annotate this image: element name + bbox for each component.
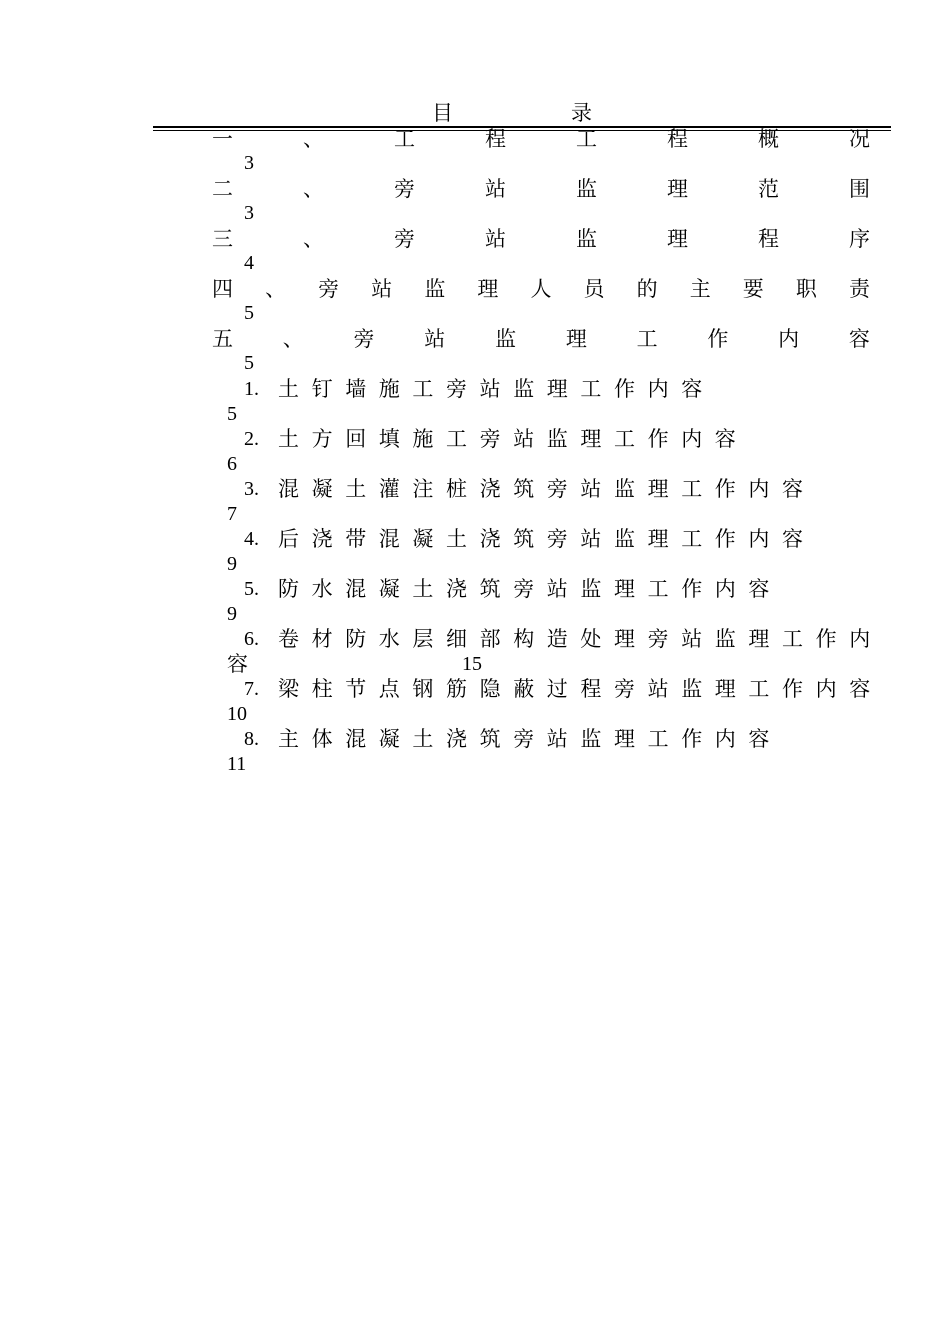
toc-subentry-char: 处 [580, 627, 602, 651]
toc-entry-char: 、 [303, 177, 324, 201]
toc-subentry-char: 隐 [479, 677, 501, 701]
toc-subentry-page-number: 7 [227, 503, 237, 525]
toc-entry-char: 理 [477, 277, 499, 301]
toc-subentry-char: 容 [748, 577, 770, 601]
toc-subentry-char: 作 [815, 627, 837, 651]
toc-subentry-char: 理 [614, 727, 635, 751]
toc-subentry-char: 造 [546, 627, 568, 651]
toc-subentry-number: 6. [244, 628, 259, 650]
toc-subentry-number: 3. [244, 478, 259, 500]
toc-subentry-page-number: 11 [227, 753, 247, 775]
toc-subentry-char: 柱 [311, 677, 333, 701]
toc-subentry-char: 作 [681, 727, 703, 751]
toc-subentry-char: 站 [580, 477, 602, 501]
toc-subentry-char: 工 [748, 677, 770, 701]
toc-subentry-char: 凝 [311, 477, 333, 501]
toc-entry-char: 站 [485, 227, 506, 251]
toc-subentry-char: 理 [546, 377, 568, 401]
toc-entry-page-number: 5 [244, 302, 254, 324]
toc-subentry-char: 站 [580, 527, 602, 551]
toc-subentry-number: 4. [244, 528, 259, 550]
toc-subentry-char: 内 [647, 377, 669, 401]
toc-subentry-char: 内 [815, 677, 837, 701]
toc-entry-char: 容 [848, 327, 870, 351]
toc-entry-char: 五 [212, 327, 233, 351]
toc-entry-char: 站 [424, 327, 446, 351]
toc-entry-char: 工 [636, 327, 658, 351]
toc-subentry-char: 理 [580, 427, 602, 451]
toc-subentry-page-number: 6 [227, 453, 237, 475]
toc-entry-char: 、 [303, 227, 324, 251]
toc-entry-char: 监 [424, 277, 446, 301]
toc-subentry-char: 内 [748, 477, 770, 501]
toc-entry-char: 一 [212, 127, 233, 151]
toc-entry-char: 员 [583, 277, 605, 301]
toc-subentry-char: 凝 [378, 577, 400, 601]
toc-subentry-char: 浇 [446, 727, 467, 751]
toc-subentry-number: 8. [244, 728, 259, 750]
toc-entry-char: 监 [576, 177, 597, 201]
toc-subentry-char: 工 [782, 627, 803, 651]
toc-subentry-char: 工 [614, 427, 635, 451]
toc-subentry-page-number: 5 [227, 403, 237, 425]
toc-subentry-char: 容 [681, 377, 703, 401]
toc-entry-char: 、 [265, 277, 287, 301]
toc-entry [212, 126, 870, 152]
toc-subentry-char: 构 [513, 627, 535, 651]
toc-subentry-char: 体 [311, 727, 333, 751]
toc-entry-char: 理 [565, 327, 587, 351]
toc-subentry-char: 回 [345, 427, 367, 451]
toc-subentry-char: 工 [446, 427, 467, 451]
toc-entry-page-number: 3 [244, 202, 254, 224]
toc-subentry-char: 旁 [546, 527, 568, 551]
toc-entry-page-number: 4 [244, 252, 254, 274]
toc-entry-char: 理 [667, 227, 688, 251]
toc-subentry-char: 站 [513, 427, 535, 451]
toc-subentry-char: 节 [345, 677, 367, 701]
toc-subentry-char: 后 [278, 527, 299, 551]
toc-subentry-char: 作 [647, 427, 669, 451]
toc-subentry-char: 容 [748, 727, 770, 751]
toc-subentry-char: 工 [412, 377, 434, 401]
toc-subentry-char: 容 [714, 427, 736, 451]
toc-entry-char: 旁 [318, 277, 340, 301]
toc-subentry-char: 筋 [446, 677, 467, 701]
toc-subentry-char: 旁 [546, 477, 568, 501]
toc-subentry-number: 1. [244, 378, 259, 400]
toc-subentry-char: 注 [412, 477, 434, 501]
toc-subentry-char: 施 [378, 377, 400, 401]
toc-entry [212, 326, 870, 352]
toc-subentry-char: 方 [311, 427, 333, 451]
toc-entry-char: 序 [849, 227, 870, 251]
toc-subentry-char: 过 [546, 677, 568, 701]
toc-subentry-char: 监 [714, 627, 736, 651]
toc-subentry-page-number: 10 [227, 703, 247, 725]
toc-subentry-char: 土 [412, 577, 434, 601]
toc-entry-char: 理 [667, 177, 688, 201]
toc-subentry-char: 凝 [412, 527, 434, 551]
toc-subentry-char: 防 [345, 627, 367, 651]
toc-entry-char: 站 [485, 177, 506, 201]
toc-subentry-char: 监 [681, 677, 703, 701]
toc-subentry-char: 工 [647, 577, 669, 601]
toc-subentry-char: 钉 [311, 377, 333, 401]
toc-subentry-char: 土 [345, 477, 367, 501]
toc-subentry-char: 站 [479, 377, 501, 401]
toc-subentry-char: 细 [446, 627, 467, 651]
toc-subentry-char: 混 [345, 727, 367, 751]
toc-subentry-char: 施 [412, 427, 434, 451]
toc-subentry-char: 灌 [378, 477, 400, 501]
toc-subentry-char: 作 [681, 577, 703, 601]
toc-subentry-char: 监 [614, 477, 635, 501]
toc-subentry-char: 旁 [513, 577, 535, 601]
toc-subentry-char: 理 [647, 477, 669, 501]
toc-subentry-char: 材 [311, 627, 333, 651]
toc-subentry-char: 工 [647, 727, 669, 751]
toc-entry-char: 要 [742, 277, 764, 301]
toc-subentry-char: 监 [580, 577, 602, 601]
toc-entry-char: 程 [485, 127, 506, 151]
toc-entry-char: 工 [576, 127, 597, 151]
toc-entry-char: 二 [212, 177, 233, 201]
toc-subentry-char: 站 [681, 627, 703, 651]
toc-title-char-2: 录 [571, 101, 592, 125]
toc-subentry-page-number: 9 [227, 603, 237, 625]
toc-subentry-char: 筑 [479, 577, 501, 601]
toc-subentry-char: 监 [580, 727, 602, 751]
toc-subentry-char: 蔽 [513, 677, 535, 701]
toc-subentry-char: 站 [546, 577, 568, 601]
toc-subentry-char: 筑 [479, 727, 501, 751]
toc-subentry-char: 容 [849, 677, 871, 701]
toc-entry-char: 作 [707, 327, 729, 351]
toc-subentry-char: 程 [580, 677, 602, 701]
toc-entry-char: 工 [394, 127, 415, 151]
toc-subentry-char: 内 [849, 627, 871, 651]
toc-entry-char: 人 [530, 277, 552, 301]
toc-subentry-char: 土 [278, 377, 299, 401]
toc-subentry-number: 2. [244, 428, 259, 450]
toc-subentry-char: 混 [345, 577, 367, 601]
toc-subentry-char: 桩 [446, 477, 467, 501]
toc-subentry-char: 旁 [513, 727, 535, 751]
toc-entry-page-number: 5 [244, 352, 254, 374]
toc-subentry-char: 填 [378, 427, 400, 451]
toc-subentry-char: 防 [278, 577, 299, 601]
toc-subentry-char: 内 [714, 577, 736, 601]
toc-entry-char: 围 [849, 177, 870, 201]
toc-subentry-char: 钢 [412, 677, 434, 701]
toc-subentry-overflow-char: 容 [227, 652, 248, 676]
toc-subentry-char: 卷 [278, 627, 299, 651]
toc-entry-char: 程 [758, 227, 779, 251]
toc-subentry-number: 7. [244, 678, 259, 700]
toc-subentry-char: 旁 [479, 427, 501, 451]
toc-entry-char: 、 [303, 127, 324, 151]
toc-subentry-char: 部 [479, 627, 501, 651]
toc-subentry-char: 容 [782, 527, 803, 551]
toc-entry-page-number: 3 [244, 152, 254, 174]
toc-subentry-char: 作 [714, 527, 736, 551]
toc-subentry-char: 梁 [278, 677, 299, 701]
toc-subentry-char: 内 [681, 427, 703, 451]
toc-subentry-char: 点 [378, 677, 400, 701]
toc-entry-char: 内 [778, 327, 800, 351]
toc-entry-char: 责 [848, 277, 870, 301]
toc-subentry-char: 监 [614, 527, 635, 551]
toc-subentry-char: 容 [782, 477, 803, 501]
toc-subentry-char: 土 [446, 527, 467, 551]
toc-subentry-char: 土 [278, 427, 299, 451]
toc-entry-char: 监 [576, 227, 597, 251]
toc-subentry-char: 作 [714, 477, 736, 501]
toc-title [0, 99, 950, 127]
toc-entry-char: 程 [667, 127, 688, 151]
toc-entry-char: 站 [371, 277, 393, 301]
toc-subentry-char: 站 [546, 727, 568, 751]
toc-subentry-char: 理 [614, 627, 635, 651]
toc-subentry-char: 筑 [513, 527, 535, 551]
toc-entry-char: 范 [758, 177, 779, 201]
toc-entry-char: 的 [636, 277, 658, 301]
toc-subentry-char: 带 [345, 527, 367, 551]
toc-subentry-char: 混 [378, 527, 400, 551]
toc-entry-char: 况 [849, 127, 870, 151]
toc-subentry-char: 浇 [446, 577, 467, 601]
toc-subentry-char: 旁 [614, 677, 635, 701]
toc-entry-char: 、 [282, 327, 304, 351]
toc-subentry-char: 理 [614, 577, 635, 601]
toc-entry-char: 旁 [394, 227, 415, 251]
toc-subentry-number: 5. [244, 578, 259, 600]
toc-subentry-char: 主 [278, 727, 299, 751]
toc-entry [212, 176, 870, 202]
toc-subentry-char: 凝 [378, 727, 400, 751]
toc-subentry-char: 理 [714, 677, 736, 701]
toc-subentry-char: 作 [782, 677, 803, 701]
toc-entry-char: 职 [795, 277, 817, 301]
toc-entry [212, 226, 870, 252]
toc-subentry-char: 筑 [513, 477, 535, 501]
toc-subentry-char: 站 [647, 677, 669, 701]
toc-subentry-char: 监 [513, 377, 535, 401]
toc-subentry-char: 理 [647, 527, 669, 551]
toc-subentry-char: 混 [278, 477, 299, 501]
toc-subentry-char: 理 [748, 627, 770, 651]
toc-subentry-char: 墙 [345, 377, 367, 401]
toc-subentry-char: 内 [714, 727, 736, 751]
toc-subentry-char: 工 [681, 477, 703, 501]
toc-subentry-char: 旁 [647, 627, 669, 651]
toc-subentry-page-number: 15 [462, 653, 482, 675]
toc-subentry-char: 浇 [311, 527, 333, 551]
toc-entry-char: 主 [689, 277, 711, 301]
toc-entry-char: 三 [212, 227, 233, 251]
toc-subentry-char: 工 [580, 377, 602, 401]
toc-subentry-char: 浇 [479, 477, 501, 501]
toc-subentry-char: 层 [412, 627, 434, 651]
toc-subentry-char: 工 [681, 527, 703, 551]
toc-entry-char: 概 [758, 127, 779, 151]
toc-entry [212, 276, 870, 302]
toc-subentry-char: 内 [748, 527, 770, 551]
toc-subentry-char: 浇 [479, 527, 501, 551]
toc-subentry-char: 监 [546, 427, 568, 451]
toc-entry-char: 四 [212, 277, 233, 301]
toc-subentry-char: 旁 [446, 377, 467, 401]
toc-title-char-1: 目 [432, 101, 453, 125]
toc-subentry-page-number: 9 [227, 553, 237, 575]
toc-subentry-char: 水 [311, 577, 333, 601]
toc-subentry-char: 土 [412, 727, 434, 751]
toc-entry-char: 旁 [394, 177, 415, 201]
toc-subentry-char: 作 [614, 377, 635, 401]
toc-entry-char: 监 [495, 327, 517, 351]
toc-entry-char: 旁 [353, 327, 375, 351]
toc-subentry-char: 水 [378, 627, 400, 651]
